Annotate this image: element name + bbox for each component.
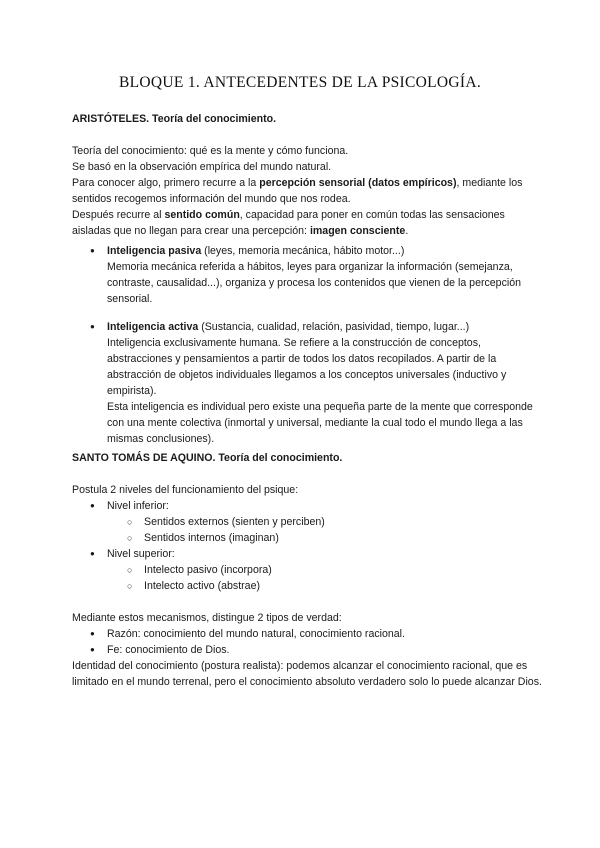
inteligencia-activa-item xyxy=(72,319,542,447)
list-item: ● Inteligencia activa (Sustancia, cualidad, relación, pasividad, tiempo, lugar...) Inteligencia exclusivamente humana. Se refiere a la construcción de conceptos, abstracciones y pensamientos a partir de todos los datos recopilados. A partir de la abstracción de objetos individuales llegamos a los conceptos universales (inductivo y empirista). Esta inteligencia es individual pero existe una pequeña parte de la mente que corresponde con una mente colectiva (inmortal y universal, mediante la cual todo el mundo llega a las mismas conclusiones). xyxy=(72,319,542,447)
list-item: ○ Sentidos internos (imaginan) xyxy=(72,530,542,546)
list-item: ○ Sentidos externos (sienten y perciben) xyxy=(72,514,542,530)
verdad-intro: Mediante estos mecanismos, distingue 2 tipos de verdad: xyxy=(72,612,342,624)
list-item: ● Fe: conocimiento de Dios. xyxy=(72,642,542,658)
pasiva-body: Memoria mecánica referida a hábitos, leyes para organizar la información (semejanza, contraste, causalidad...), organiza y procesa los contenidos que vienen de la percepción sensorial. xyxy=(107,261,521,305)
aquino-section xyxy=(72,450,542,690)
list-item: ● Nivel inferior: xyxy=(72,498,542,514)
list-item: ○ Intelecto activo (abstrae) xyxy=(72,578,542,594)
aristoteles-heading: ARISTÓTELES. Teoría del conocimiento. xyxy=(72,113,277,125)
aristoteles-p2: Se basó en la observación empírica del mundo natural. xyxy=(72,161,332,173)
list-item: ● Nivel superior: xyxy=(72,546,542,562)
list-item: ○ Intelecto pasivo (incorpora) xyxy=(72,562,542,578)
aristoteles-p1: Teoría del conocimiento: qué es la mente y cómo funciona. xyxy=(72,145,349,157)
activa-body-2: Esta inteligencia es individual pero existe una pequeña parte de la mente que corresponde con una mente colectiva (inmortal y universal, mediante la cual todo el mundo llega a las mismas conclusiones). xyxy=(107,401,533,445)
aristoteles-p3: Para conocer algo, primero recurre a la percepción sensorial (datos empíricos), mediante los sentidos recogemos información del mundo que nos rodea. xyxy=(72,177,523,205)
list-item: ● Razón: conocimiento del mundo natural, conocimiento racional. xyxy=(72,626,542,642)
activa-body-1: Inteligencia exclusivamente humana. Se refiere a la construcción de conceptos, abstracciones y pensamientos a partir de todos los datos recopilados. A partir de la abstracción de objetos individuales llegamos a los conceptos universales (inductivo y empirista). xyxy=(107,337,507,397)
aristoteles-p4: Después recurre al sentido común, capacidad para poner en común todas las sensaciones aisladas que no llegan para crear una percepción: imagen consciente. xyxy=(72,209,505,237)
inteligencia-pasiva-item xyxy=(72,243,542,307)
aquino-heading: SANTO TOMÁS DE AQUINO. Teoría del conocimiento. xyxy=(72,452,343,464)
page-title: BLOQUE 1. ANTECEDENTES DE LA PSICOLOGÍA. xyxy=(118,74,482,91)
list-item: ● Inteligencia pasiva (leyes, memoria mecánica, hábito motor...) Memoria mecánica referida a hábitos, leyes para organizar la información (semejanza, contraste, causalidad...), organiza y procesa los contenidos que vienen de la percepción sensorial. xyxy=(72,243,542,307)
aristoteles-section xyxy=(72,111,542,239)
aquino-intro: Postula 2 niveles del funcionamiento del psique: xyxy=(72,484,299,496)
identidad-paragraph: Identidad del conocimiento (postura realista): podemos alcanzar el conocimiento racional, que es limitado en el mundo terrenal, pero el conocimiento absoluto verdadero solo lo puede alcanzar Dios. xyxy=(72,660,542,688)
